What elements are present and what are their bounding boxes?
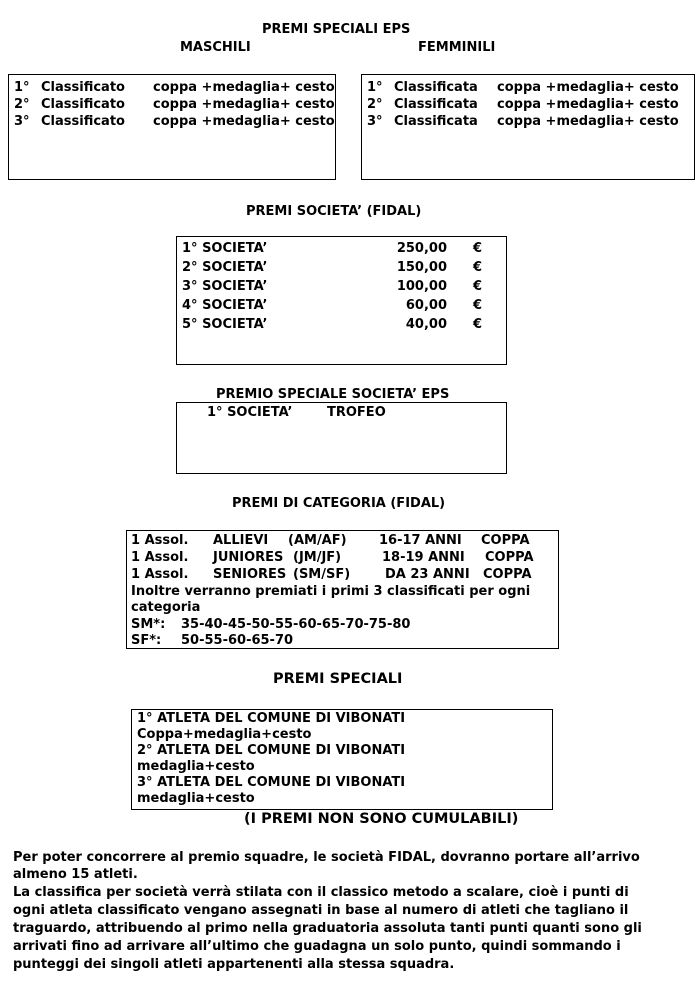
maschili-heading: MASCHILI <box>180 40 251 55</box>
societa-row: 1° SOCIETA’ 250,00 € <box>182 241 482 256</box>
eps-societa-title: PREMIO SPECIALE SOCIETA’ EPS <box>216 387 450 402</box>
non-cumulabili-note: (I PREMI NON SONO CUMULABILI) <box>244 811 519 827</box>
categoria-row: 1 Assol. SENIORES (SM/SF) DA 23 ANNI COPPA <box>131 567 532 582</box>
societa-row: 2° SOCIETA’ 150,00 € <box>182 260 482 275</box>
speciali-line: medaglia+cesto <box>137 791 255 806</box>
speciali-box <box>131 709 553 810</box>
female-row: 3° Classificata coppa +medaglia+ cesto <box>367 114 679 129</box>
speciali-line: Coppa+medaglia+cesto <box>137 727 312 742</box>
speciali-line: 1° ATLETA DEL COMUNE DI VIBONATI <box>137 711 406 726</box>
female-row: 1° Classificata coppa +medaglia+ cesto <box>367 80 679 95</box>
eps-societa-box <box>176 402 507 474</box>
categoria-box <box>126 530 559 649</box>
eps-female-box <box>361 74 695 180</box>
fidal-societa-title: PREMI SOCIETA’ (FIDAL) <box>246 204 422 219</box>
paragraph-line: punteggi dei singoli atleti appartenenti alla stessa squadra. <box>13 957 455 972</box>
paragraph-line: ogni atleta classificato vengano assegnati in base al numero di atleti che tagliano il <box>13 903 629 918</box>
societa-row: 3° SOCIETA’ 100,00 € <box>182 279 482 294</box>
speciali-line: 3° ATLETA DEL COMUNE DI VIBONATI <box>137 775 406 790</box>
societa-row: 5° SOCIETA’ 40,00 € <box>182 317 482 332</box>
femminili-heading: FEMMINILI <box>418 40 496 55</box>
speciali-title: PREMI SPECIALI <box>273 671 403 687</box>
eps-societa-row: 1° SOCIETA’ TROFEO <box>207 405 386 420</box>
categoria-note: categoria <box>131 600 201 615</box>
male-row: 1° Classificato coppa +medaglia+ cesto <box>14 80 335 95</box>
eps-male-box <box>8 74 336 180</box>
categoria-note: Inoltre verranno premiati i primi 3 classificati per ogni <box>131 584 531 599</box>
paragraph-line: traguardo, attribuendo al primo nella graduatoria assoluta tanti punti quanti sono gli <box>13 921 642 936</box>
speciali-line: 2° ATLETA DEL COMUNE DI VIBONATI <box>137 743 406 758</box>
paragraph-line: arrivati fino ad arrivare all’ultimo che guadagna un solo punto, quindi sommando i <box>13 939 621 954</box>
paragraph-line: La classifica per società verrà stilata con il classico metodo a scalare, cioè i punti di <box>13 885 629 900</box>
categoria-row: 1 Assol. JUNIORES (JM/JF) 18-19 ANNI COPPA <box>131 550 534 565</box>
male-row: 3° Classificato coppa +medaglia+ cesto <box>14 114 335 129</box>
sf-categories: SF*: 50-55-60-65-70 <box>131 633 294 648</box>
societa-row: 4° SOCIETA’ 60,00 € <box>182 298 482 313</box>
eps-title: PREMI SPECIALI EPS <box>262 22 411 37</box>
fidal-societa-box <box>176 236 507 365</box>
categoria-title: PREMI DI CATEGORIA (FIDAL) <box>232 496 446 511</box>
categoria-row: 1 Assol. ALLIEVI (AM/AF) 16-17 ANNI COPPA <box>131 533 530 548</box>
sm-categories: SM*: 35-40-45-50-55-60-65-70-75-80 <box>131 617 411 632</box>
paragraph-line: almeno 15 atleti. <box>13 867 138 882</box>
female-row: 2° Classificata coppa +medaglia+ cesto <box>367 97 679 112</box>
paragraph-line: Per poter concorrere al premio squadre, le società FIDAL, dovranno portare all’arrivo <box>13 850 640 865</box>
male-row: 2° Classificato coppa +medaglia+ cesto <box>14 97 335 112</box>
speciali-line: medaglia+cesto <box>137 759 255 774</box>
